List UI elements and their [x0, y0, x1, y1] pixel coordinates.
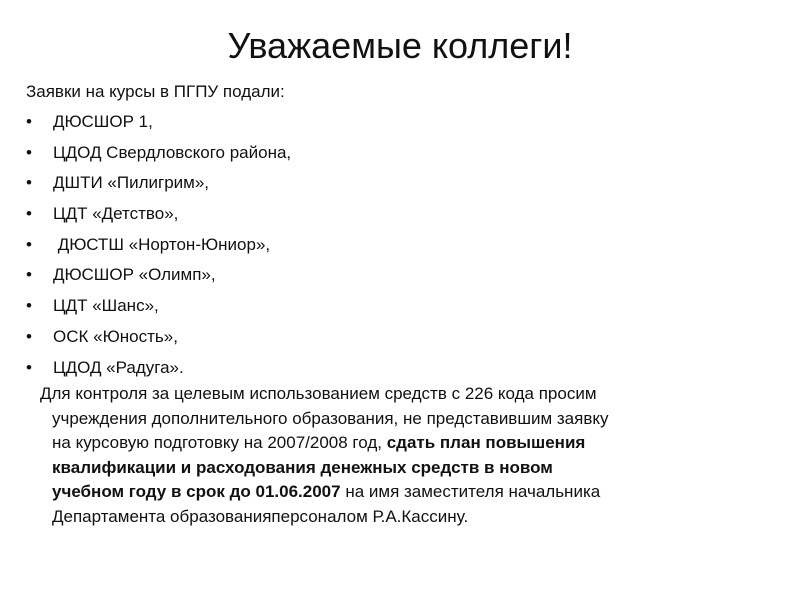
paragraph-text: на курсовую подготовку на 2007/2008 год,	[52, 433, 387, 453]
list-item	[26, 325, 291, 356]
paragraph-line	[28, 480, 788, 505]
list-item	[26, 110, 291, 141]
paragraph-line	[28, 431, 788, 456]
bullet: •	[26, 326, 32, 346]
bullet: •	[26, 296, 32, 316]
paragraph-line	[28, 456, 788, 481]
bullet: •	[26, 234, 32, 254]
list-item-text: ДЮСШОР «Олимп»,	[53, 265, 216, 285]
request-paragraph	[28, 382, 788, 530]
list-item	[26, 233, 291, 264]
list-item-text: ДШТИ «Пилигрим»,	[53, 173, 210, 193]
list-item-text: ЦДТ «Детство»,	[53, 204, 179, 224]
applicant-list	[26, 110, 291, 386]
bullet: •	[26, 173, 32, 193]
slide-title: Уважаемые коллеги!	[227, 25, 573, 66]
list-item	[26, 263, 291, 294]
paragraph-emphasis: сдать план повышения	[386, 433, 586, 453]
paragraph-text: на имя заместителя начальника	[340, 482, 601, 502]
list-item-text: ЦДТ «Шанс»,	[53, 296, 159, 316]
list-item	[26, 202, 291, 233]
paragraph-line: Департамента образованияперсоналом Р.А.Кассину.	[52, 506, 469, 526]
list-item-text: ОСК «Юность»,	[53, 326, 178, 346]
paragraph-emphasis: квалификации и расходования денежных средств в новом	[52, 457, 553, 477]
bullet: •	[26, 142, 32, 162]
paragraph-line: учреждения дополнительного образования, не представившим заявку	[52, 408, 609, 428]
intro-text: Заявки на курсы в ПГПУ подали:	[26, 82, 285, 101]
list-item	[26, 171, 291, 202]
list-item	[26, 141, 291, 172]
bullet: •	[26, 112, 32, 131]
list-item-text: ЦДОД Свердловского района,	[53, 142, 292, 162]
list-item-text: ДЮСШОР 1,	[53, 112, 153, 131]
paragraph-line: Для контроля за целевым использованием средств с 226 кода просим	[40, 384, 597, 403]
paragraph-emphasis: учебном году в срок до 01.06.2007	[52, 482, 341, 502]
list-item-text: ДЮСТШ «Нортон-Юниор»,	[53, 234, 271, 254]
list-item	[26, 294, 291, 325]
bullet: •	[26, 357, 32, 377]
bullet: •	[26, 265, 32, 285]
bullet: •	[26, 204, 32, 224]
list-item-text: ЦДОД «Радуга».	[53, 357, 184, 377]
